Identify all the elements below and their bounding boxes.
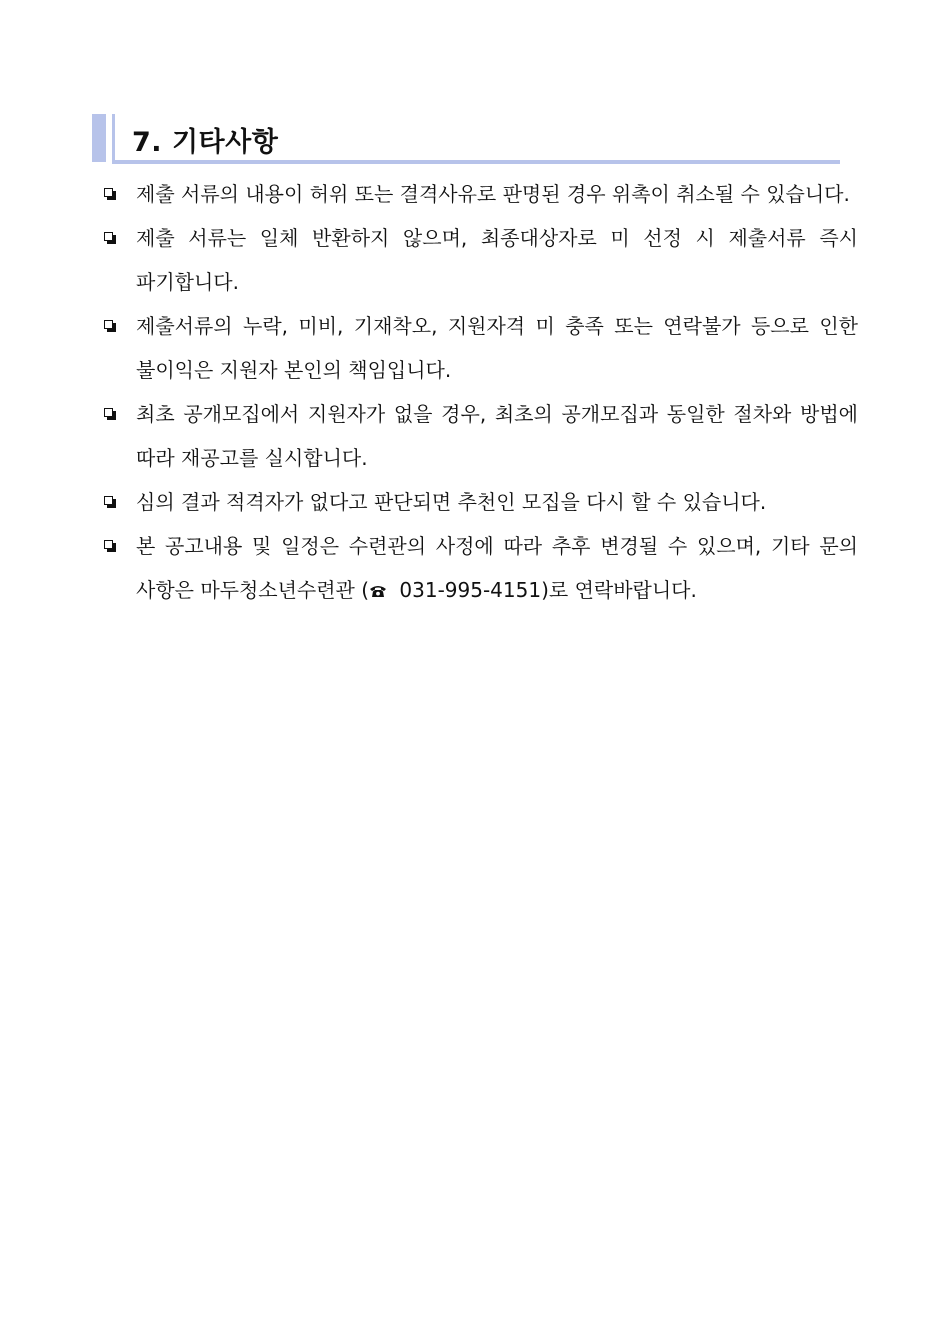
notice-text: 제출 서류의 내용이 허위 또는 결격사유로 판명된 경우 위촉이 취소될 수 있습니다.: [136, 182, 850, 206]
header-accent-bar: [92, 114, 106, 162]
checkbox-bullet-icon: [104, 320, 116, 332]
header-underline: [112, 160, 840, 164]
notice-item: [104, 524, 858, 612]
section-header: [92, 114, 840, 164]
section-title: 7. 기타사항: [132, 127, 279, 158]
header-accent-line: [112, 114, 115, 162]
notice-text: 심의 결과 적격자가 없다고 판단되면 추천인 모집을 다시 할 수 있습니다.: [136, 490, 767, 514]
checkbox-bullet-icon: [104, 232, 116, 244]
notice-text-phone: 031-995-4151)로 연락바랍니다.: [393, 578, 697, 602]
checkbox-bullet-icon: [104, 496, 116, 508]
notice-text: 본 공고내용 및 일정은 수련관의 사정에 따라 추후 변경될 수 있으며, 기타 문의 사항은 마두청소년수련관 (: [136, 534, 858, 602]
notice-text: 제출 서류는 일체 반환하지 않으며, 최종대상자로 미 선정 시 제출서류 즉시 파기합니다.: [136, 226, 858, 294]
notice-item: [104, 392, 858, 480]
checkbox-bullet-icon: [104, 188, 116, 200]
notice-text: 최초 공개모집에서 지원자가 없을 경우, 최초의 공개모집과 동일한 절차와 방법에 따라 재공고를 실시합니다.: [136, 402, 858, 470]
notice-item: [104, 480, 858, 524]
telephone-icon: [369, 584, 387, 598]
notice-item: [104, 304, 858, 392]
notice-item: [104, 216, 858, 304]
notice-text: 제출서류의 누락, 미비, 기재착오, 지원자격 미 충족 또는 연락불가 등으로 인한 불이익은 지원자 본인의 책임입니다.: [136, 314, 858, 382]
checkbox-bullet-icon: [104, 408, 116, 420]
notice-list: [104, 172, 858, 612]
notice-item: [104, 172, 858, 216]
checkbox-bullet-icon: [104, 540, 116, 552]
